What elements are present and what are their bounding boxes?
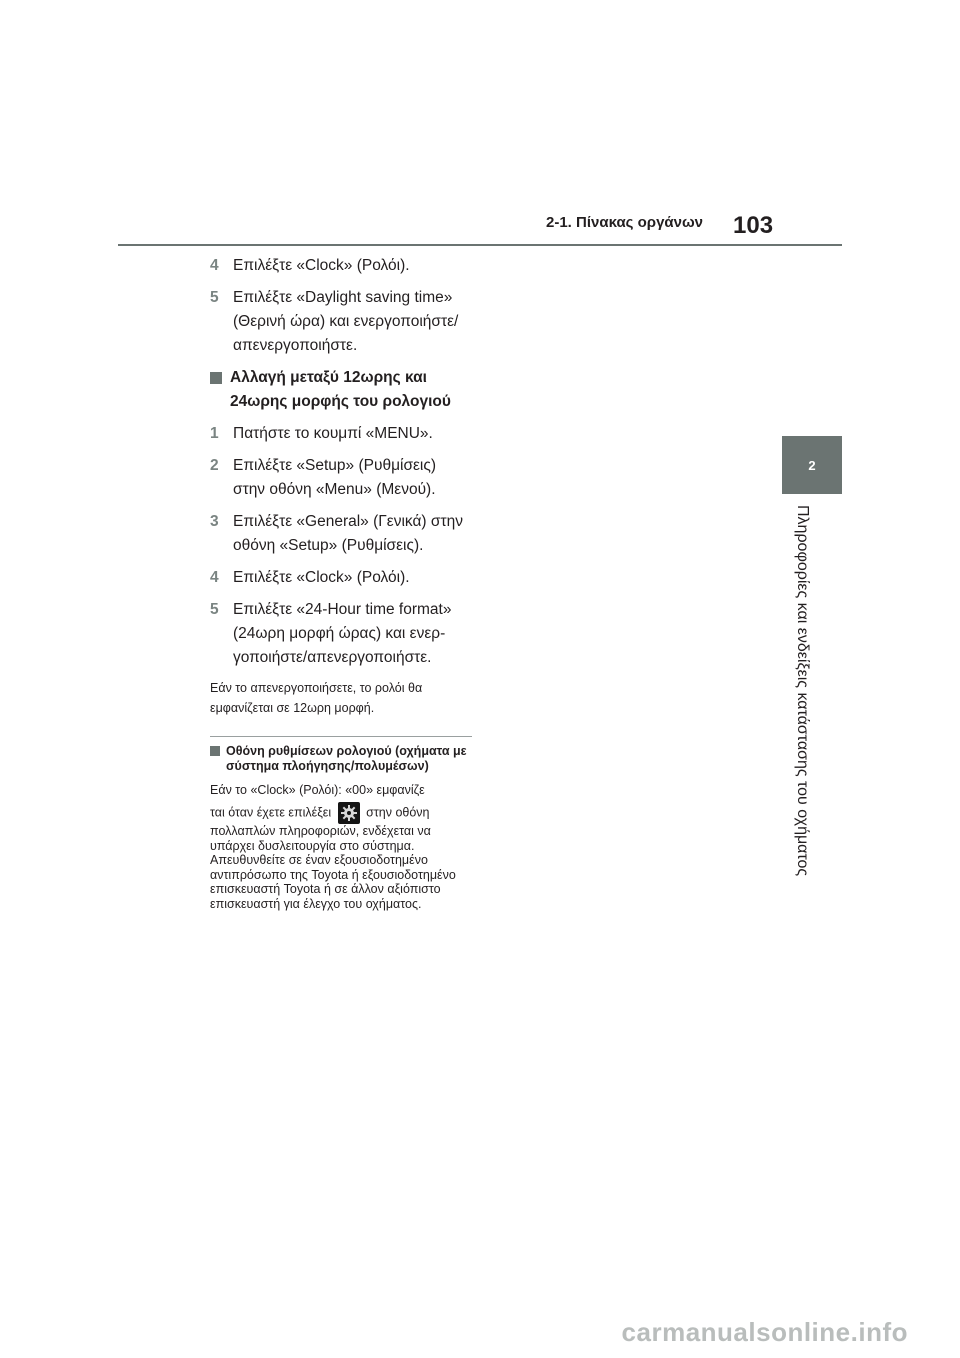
gear-icon xyxy=(338,802,360,824)
info-line: Εάν το «Clock» (Ρολόι): «00» εμφανίζε xyxy=(210,783,425,797)
info-heading-text: Οθόνη ρυθμίσεων ρολογιού (οχήματα με σύστημα πλοήγησης/πολυμέσων) xyxy=(226,744,467,773)
step-text: Πατήστε το κουμπί «MENU». xyxy=(233,425,433,442)
step-text: Επιλέξτε «Clock» (Ρολόι). xyxy=(233,257,410,274)
step-item xyxy=(210,454,472,502)
step-item xyxy=(210,286,472,358)
step-item xyxy=(210,510,472,558)
square-bullet-icon xyxy=(210,372,222,384)
step-number: 4 xyxy=(210,569,219,586)
info-rest: πολλαπλών πληροφοριών, ενδέχεται να υπάρχει δυσλειτουργία στο σύστημα. Απευθυνθείτε σε έναν εξουσιοδοτημένο αντιπρόσωπο της Toyota ή εξουσιοδοτημένο επισκευαστή Toyota ή σε άλλον αξιόπιστο επισκευαστή για έλεγχο του οχήματος. xyxy=(210,824,456,911)
section-title-header: 2-1. Πίνακας οργάνων xyxy=(546,214,703,231)
chapter-title-vertical xyxy=(794,505,822,895)
info-line: ται όταν έχετε επιλέξει xyxy=(210,805,332,820)
chapter-title: Πληροφορίες και ενδείξεις κατάστασης του οχήματος xyxy=(794,505,811,877)
step-text: Επιλέξτε «24-Hour time format» (24ωρη μορφή ώρας) και ενεργοποιήστε/απενεργοποιήστε. xyxy=(233,601,452,666)
watermark: carmanualsonline.info xyxy=(621,1317,908,1347)
step-text: Επιλέξτε «Clock» (Ρολόι). xyxy=(233,569,410,586)
step-number: 4 xyxy=(210,257,219,274)
step-number: 5 xyxy=(210,289,219,306)
info-body xyxy=(210,780,472,911)
step-text: Επιλέξτε «General» (Γενικά) στην οθόνη «Setup» (Ρυθμίσεις). xyxy=(233,513,463,554)
header-divider xyxy=(118,244,842,246)
step-text: Επιλέξτε «Daylight saving time» (Θερινή ώρα) και ενεργοποιήστε/απενεργοποιήστε. xyxy=(233,289,459,354)
page-number: 103 xyxy=(733,212,774,239)
step-text: Επιλέξτε «Setup» (Ρυθμίσεις) στην οθόνη «Menu» (Μενού). xyxy=(233,457,436,498)
step-number: 3 xyxy=(210,513,219,530)
chapter-number: 2 xyxy=(808,457,816,473)
step-item xyxy=(210,566,472,590)
step-number: 2 xyxy=(210,457,219,474)
step-item xyxy=(210,422,472,446)
square-bullet-icon xyxy=(210,746,220,756)
info-divider xyxy=(210,736,472,737)
step-item xyxy=(210,598,472,670)
info-heading xyxy=(210,744,472,774)
note-text: Εάν το απενεργοποιήσετε, το ρολόι θα εμφανίζεται σε 12ωρη μορφή. xyxy=(210,681,423,715)
step-number: 5 xyxy=(210,601,219,618)
section-heading xyxy=(210,366,472,414)
step-item xyxy=(210,254,472,278)
step-number: 1 xyxy=(210,425,219,442)
section-heading-text: Αλλαγή μεταξύ 12ωρης και 24ωρης μορφής του ρολογιού xyxy=(230,369,451,410)
chapter-tab xyxy=(782,436,842,494)
info-line: στην οθόνη xyxy=(366,805,430,820)
main-content xyxy=(210,254,472,911)
